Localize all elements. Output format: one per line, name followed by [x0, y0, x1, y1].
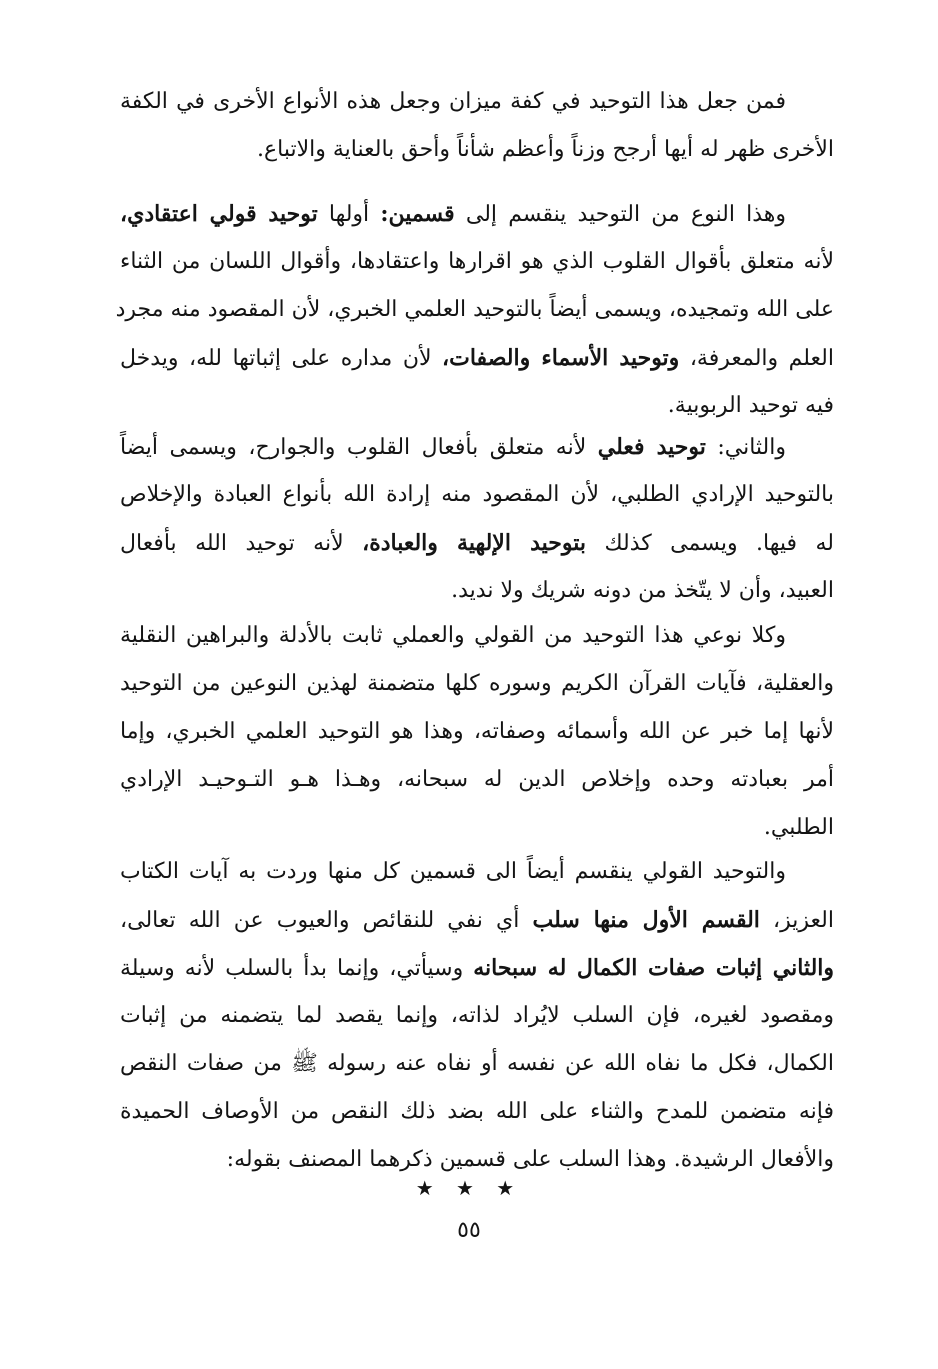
section-ornament: ★ ★ ★: [415, 1176, 523, 1200]
text-line: [120, 992, 834, 1040]
text-run: فيه توحيد الربوبية.: [667, 393, 834, 418]
bold-term: القسم الأول منها سلب: [532, 907, 760, 933]
bold-term: وتوحيد الأسماء والصفات،: [442, 345, 680, 371]
text-run: فإنه متضمن للمدح والثناء على الله بضد ذلك النقص من الأوصاف الحميدة: [120, 1099, 834, 1124]
text-run: بالتوحيد الإرادي الطلبي، لأن المقصود منه إرادة الله بأنواع العبادة والإخلاص: [120, 482, 834, 507]
page-number: ٥٥: [457, 1218, 481, 1243]
text-run: الطلبي.: [763, 815, 834, 840]
text-run: لأن مداره على إثباتها لله، ويدخل: [120, 346, 443, 371]
bold-term: قسمين:: [380, 201, 455, 227]
text-run: العبيد، وأن لا يتّخذ من دونه شريك ولا نديد.: [451, 578, 834, 603]
text-line: [120, 612, 834, 660]
text-line: [115, 286, 834, 334]
text-line: [120, 1040, 834, 1088]
paragraph-3: [120, 423, 834, 615]
text-line: [120, 1088, 834, 1136]
text-line: [120, 944, 834, 992]
bold-term: توحيد قولي اعتقادي،: [120, 201, 318, 227]
text-line: [120, 567, 834, 615]
text-line: [120, 334, 834, 382]
text-run: العلم والمعرفة،: [679, 346, 834, 371]
text-run: والتوحيد القولي ينقسم أيضاً الى قسمين كل منها وردت به آيات الكتاب: [120, 859, 786, 884]
bold-term: بتوحيد الإلهية والعبادة،: [362, 530, 586, 556]
text-run: لأنها إما خبر عن الله وأسمائه وصفاته، وهذا هو التوحيد العلمي الخبري، وإما: [120, 719, 834, 744]
paragraph-4: [120, 612, 834, 852]
text-line: [120, 708, 834, 756]
text-run: ومقصود لغيره، فإن السلب لايُراد لذاته، وإنما يقصد لما يتضمنه من إثبات: [120, 1003, 834, 1028]
text-run: والعقلية، فآيات القرآن الكريم وسوره كلها متضمنة لهذين النوعين من التوحيد: [120, 671, 834, 696]
bold-term: والثاني إثبات صفات الكمال له سبحانه: [473, 955, 835, 981]
text-line: [120, 423, 834, 471]
text-run: وسيأتي، وإنما بدأ بالسلب لأنه وسيلة: [120, 956, 474, 981]
paragraph-2: [115, 190, 834, 430]
text-run: والثاني:: [705, 435, 786, 460]
text-line: [120, 238, 834, 286]
text-line: [120, 660, 834, 708]
bold-term: توحيد فعلي: [597, 434, 706, 460]
text-run: العزيز،: [759, 908, 834, 933]
text-run: الكمال، فكل ما نفاه الله عن نفسه أو نفاه عنه رسوله ﷺ من صفات النقص: [120, 1051, 834, 1076]
paragraph-1: [120, 78, 834, 174]
text-run: أولها: [317, 202, 381, 227]
text-run: لأنه متعلق بأفعال القلوب والجوارح، ويسمى أيضاً: [120, 435, 598, 460]
text-run: وهذا النوع من التوحيد ينقسم إلى: [454, 202, 786, 227]
text-run: الأخرى ظهر له أيها أرجح وزناً وأعظم شأناً وأحق بالعناية والاتباع.: [257, 137, 834, 162]
text-run: والأفعال الرشيدة. وهذا السلب على قسمين ذكرهما المصنف بقوله:: [226, 1147, 834, 1172]
text-line: [120, 471, 834, 519]
text-line: [120, 190, 834, 238]
text-run: لأنه متعلق بأقوال القلوب الذي هو اقرارها واعتقادها، وأقوال اللسان من الثناء: [120, 249, 834, 274]
text-run: وكلا نوعي هذا التوحيد من القولي والعملي ثابت بالأدلة والبراهين النقلية: [120, 623, 786, 648]
paragraph-5: [120, 848, 834, 1184]
text-line: [120, 78, 834, 126]
text-line: [120, 756, 834, 804]
text-run: فمن جعل هذا التوحيد في كفة ميزان وجعل هذه الأنواع الأخرى في الكفة: [120, 89, 786, 114]
text-line: [120, 896, 834, 944]
text-run: لأنه توحيد الله بأفعال: [120, 531, 363, 556]
text-run: أي نفي للنقائص والعيوب عن الله تعالى،: [120, 908, 533, 933]
text-run: أمر بعبادته وحده وإخلاص الدين له سبحانه، وهـذا هـو التـوحيـد الإرادي: [120, 767, 834, 792]
text-line: [120, 804, 834, 852]
text-run: له فيها. ويسمى كذلك: [586, 531, 834, 556]
text-line: [120, 519, 834, 567]
text-line: [120, 126, 834, 174]
text-run: على الله وتمجيده، ويسمى أيضاً بالتوحيد العلمي الخبري، لأن المقصود منه مجرد: [115, 297, 834, 322]
text-line: [120, 848, 834, 896]
